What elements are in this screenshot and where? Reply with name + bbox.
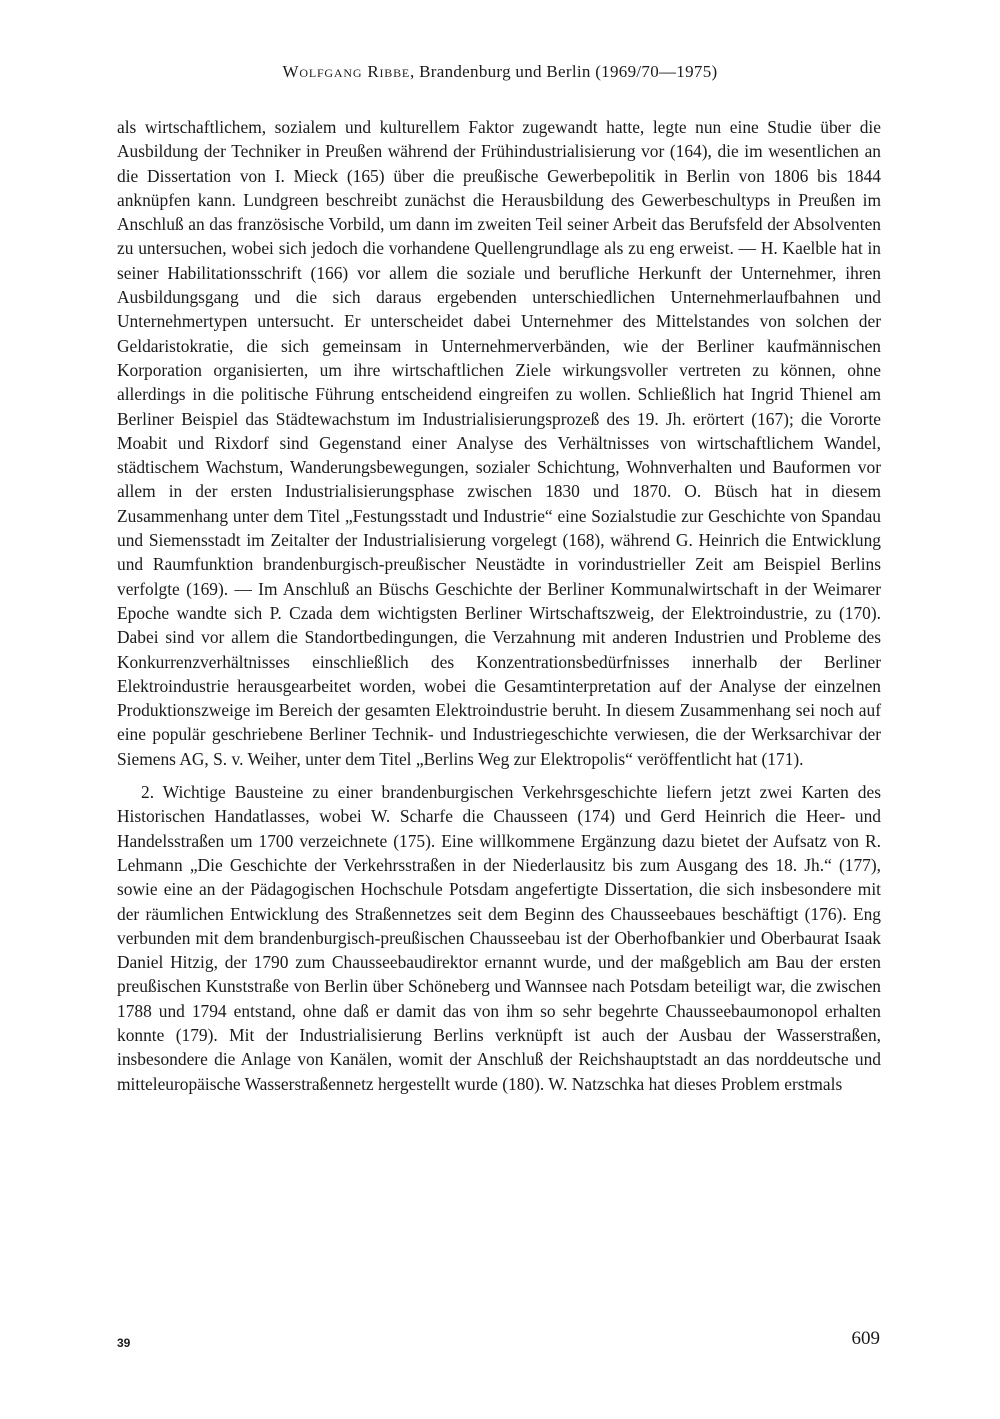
running-head-title: , Brandenburg und Berlin (1969/70—1975): [410, 62, 718, 81]
signature-mark: 39: [117, 1336, 131, 1350]
running-head-author: Wolfgang Ribbe: [282, 62, 411, 81]
page-number: 609: [851, 1328, 880, 1349]
paragraph: als wirtschaftlichem, sozialem und kulturellem Faktor zugewandt hatte, legte nun eine Studie über die Ausbildung der Techniker in Preußen während der Frühindustrialisierung vor (164), die im wesentlichen an die Dissertation von I. Mieck (165) über die preußische Gewerbepolitik in Berlin von 1806 bis 1844 anknüpfen kann. Lundgreen beschreibt zunächst die Herausbildung des Gewerbeschultyps in Preußen im Anschluß an das französische Vorbild, um dann im zweiten Teil seiner Arbeit das Berufsfeld der Absolventen zu untersuchen, wobei sich jedoch die vorhandene Quellengrundlage als zu eng erweist. — H. Kaelble hat in seiner Habilitationsschrift (166) vor allem die soziale und berufliche Herkunft der Unternehmer, ihren Ausbildungsgang und die sich daraus ergebenden unterschiedlichen Unternehmerlaufbahnen und Unternehmertypen untersucht. Er unterscheidet dabei Unternehmer des Mittelstandes von solchen der Geldaristokratie, die sich gemeinsam in Unternehmerverbänden, wie der Berliner kaufmännischen Korporation organisierten, um ihre wirtschaftlichen Ziele wirkungsvoller vertreten zu können, ohne allerdings in die politische Führung entscheidend eingreifen zu wollen. Schließlich hat Ingrid Thienel am Berliner Beispiel das Städtewachstum im Industrialisierungsprozeß des 19. Jh. erörtert (167); die Vororte Moabit und Rixdorf sind Gegenstand einer Analyse des Verhältnisses von wirtschaftlichem Wandel, städtischem Wachstum, Wanderungsbewegungen, sozialer Schichtung, Wohnverhalten und Bauformen vor allem in der ersten Industrialisierungsphase zwischen 1830 und 1870. O. Büsch hat in diesem Zusammenhang unter dem Titel „Festungsstadt und Industrie“ eine Sozialstudie zur Geschichte von Spandau und Siemensstadt im Zeitalter der Industrialisierung vorgelegt (168), während G. Heinrich die Entwicklung und Raumfunktion brandenburgisch-preußischer Neustädte in vorindustrieller Zeit am Beispiel Berlins verfolgte (169). — Im Anschluß an Büschs Geschichte der Berliner Kommunalwirtschaft in der Weimarer Epoche wandte sich P. Czada dem wichtigsten Berliner Wirtschaftszweig, der Elektroindustrie, zu (170). Dabei sind vor allem die Standortbedingungen, die Verzahnung mit anderen Industrien und Probleme des Konkurrenzverhältnisses einschließlich des Konzentrationsbedürfnisses innerhalb der Berliner Elektroindustrie herausgearbeitet worden, wobei die Gesamtinterpretation auf der Analyse der einzelnen Produktionszweige im Bereich der gesamten Elektroindustrie beruht. In diesem Zusammenhang sei noch auf eine populär geschriebene Berliner Technik- und Industriegeschichte verwiesen, die der Werksarchivar der Siemens AG, S. v. Weiher, unter dem Titel „Berlins Weg zur Elektropolis“ veröffentlicht hat (171).: [117, 117, 881, 769]
body-text: [117, 115, 881, 1096]
paragraph: 2. Wichtige Bausteine zu einer brandenburgischen Verkehrsgeschichte liefern jetzt zwei Karten des Historischen Handatlasses, wobei W. Scharfe die Chausseen (174) und Gerd Heinrich die Heer- und Handelsstraßen um 1700 verzeichnete (175). Eine willkommene Ergänzung dazu bietet der Aufsatz von R. Lehmann „Die Geschichte der Verkehrsstraßen in der Niederlausitz bis zum Ausgang des 18. Jh.“ (177), sowie eine an der Pädagogischen Hochschule Potsdam angefertigte Dissertation, die sich insbesondere mit der räumlichen Entwicklung des Straßennetzes seit dem Beginn des Chausseebaues beschäftigt (176). Eng verbunden mit dem brandenburgisch-preußischen Chausseebau ist der Oberhofbankier und Oberbaurat Isaak Daniel Hitzig, der 1790 zum Chausseebaudirektor ernannt wurde, und der maßgeblich am Bau der ersten preußischen Kunststraße von Berlin über Schöneberg und Wannsee nach Potsdam beteiligt war, die zwischen 1788 und 1794 entstand, ohne daß er damit das von ihm so sehr begehrte Chausseebaumonopol erhalten konnte (179). Mit der Industrialisierung Berlins verknüpft ist auch der Ausbau der Wasserstraßen, insbesondere die Anlage von Kanälen, womit der Anschluß der Reichshauptstadt an das norddeutsche und mitteleuropäische Wasserstraßennetz hergestellt wurde (180). W. Natzschka hat dieses Problem erstmals: [117, 782, 881, 1094]
running-head: [0, 62, 1000, 82]
